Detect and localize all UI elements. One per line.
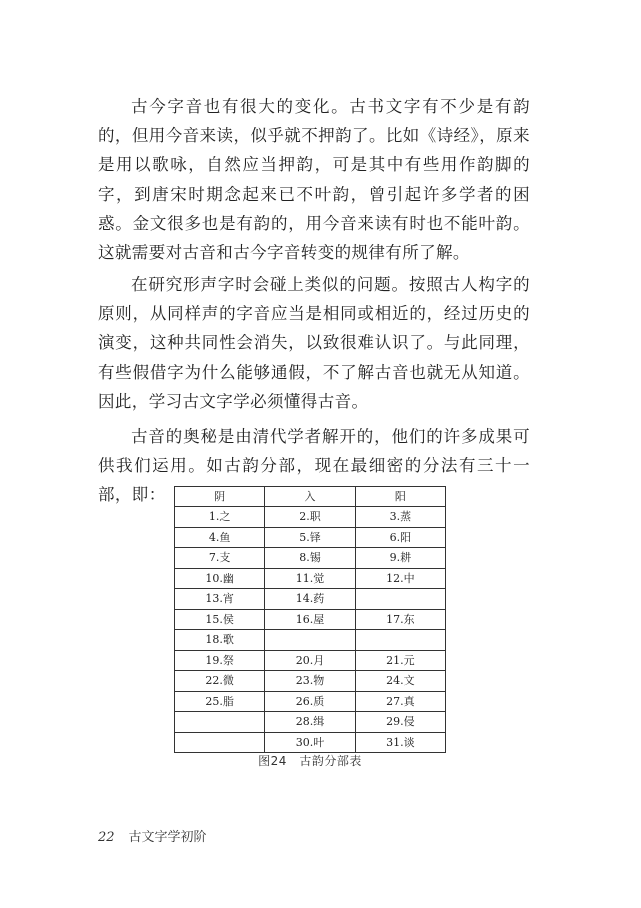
column-header-yang: 阳 — [355, 487, 445, 507]
table-cell — [355, 589, 445, 610]
table-cell — [355, 630, 445, 651]
table-cell: 17.东 — [355, 609, 445, 630]
table-cell: 28.缉 — [265, 712, 355, 733]
column-header-yin: 阴 — [175, 487, 265, 507]
body-paragraph-1: 古今字音也有很大的变化。古书文字有不少是有韵的，但用今音来读，似乎就不押韵了。比如《诗经》，原来是用以歌咏，自然应当押韵，可是其中有些用作韵脚的字，到唐宋时期念起来已不叶韵，曾引起许多学者的困惑。金文很多也是有韵的，用今音来读有时也不能叶韵。这就需要对古音和古今字音转变的规律有所了解。 — [98, 97, 530, 263]
table-cell: 7.支 — [175, 548, 265, 569]
table-cell — [175, 712, 265, 733]
table-cell: 24.文 — [355, 671, 445, 692]
table-cell: 23.物 — [265, 671, 355, 692]
table-cell: 3.蒸 — [355, 507, 445, 528]
table-cell: 10.幽 — [175, 568, 265, 589]
table-cell: 16.屋 — [265, 609, 355, 630]
table-cell: 5.铎 — [265, 527, 355, 548]
table-cell: 4.鱼 — [175, 527, 265, 548]
table-cell: 19.祭 — [175, 650, 265, 671]
table-row — [175, 609, 446, 630]
table-cell: 26.质 — [265, 691, 355, 712]
figure-caption: 图24 古韵分部表 — [258, 754, 362, 768]
table-row — [175, 650, 446, 671]
rhyme-table-container — [174, 486, 446, 753]
table-row — [175, 527, 446, 548]
column-header-ru: 入 — [265, 487, 355, 507]
table-cell: 13.宵 — [175, 589, 265, 610]
table-row — [175, 507, 446, 528]
table-cell: 9.耕 — [355, 548, 445, 569]
table-row — [175, 630, 446, 651]
page-number: 22 — [98, 830, 115, 845]
table-cell: 29.侵 — [355, 712, 445, 733]
table-body — [175, 507, 446, 753]
table-cell: 15.侯 — [175, 609, 265, 630]
table-row — [175, 691, 446, 712]
table-cell: 31.谈 — [355, 732, 445, 753]
table-cell: 18.歌 — [175, 630, 265, 651]
table-row — [175, 712, 446, 733]
table-row — [175, 548, 446, 569]
table-cell: 25.脂 — [175, 691, 265, 712]
table-cell: 6.阳 — [355, 527, 445, 548]
table-row — [175, 732, 446, 753]
table-row — [175, 671, 446, 692]
table-cell: 11.觉 — [265, 568, 355, 589]
table-cell: 22.微 — [175, 671, 265, 692]
table-cell: 30.叶 — [265, 732, 355, 753]
rhyme-division-table — [174, 486, 446, 753]
table-cell: 20.月 — [265, 650, 355, 671]
table-header-row — [175, 487, 446, 507]
table-cell: 1.之 — [175, 507, 265, 528]
table-cell: 8.锡 — [265, 548, 355, 569]
running-title: 古文字学初阶 — [128, 830, 207, 845]
table-cell: 12.中 — [355, 568, 445, 589]
table-cell: 2.职 — [265, 507, 355, 528]
table-cell: 27.真 — [355, 691, 445, 712]
table-row — [175, 589, 446, 610]
page-footer — [98, 826, 207, 845]
table-cell: 21.元 — [355, 650, 445, 671]
body-paragraph-3: 古音的奥秘是由清代学者解开的，他们的许多成果可供我们运用。如古韵分部，现在最细密的分法有三十一部，即： — [98, 427, 530, 505]
body-paragraph-2: 在研究形声字时会碰上类似的问题。按照古人构字的原则，从同样声的字音应当是相同或相近的，经过历史的演变，这种共同性会消失，以致很难认识了。与此同理，有些假借字为什么能够通假，不了解古音也就无从知道。因此，学习古文字学必须懂得古音。 — [98, 275, 530, 411]
table-cell — [175, 732, 265, 753]
table-cell — [265, 630, 355, 651]
table-row — [175, 568, 446, 589]
table-cell: 14.药 — [265, 589, 355, 610]
